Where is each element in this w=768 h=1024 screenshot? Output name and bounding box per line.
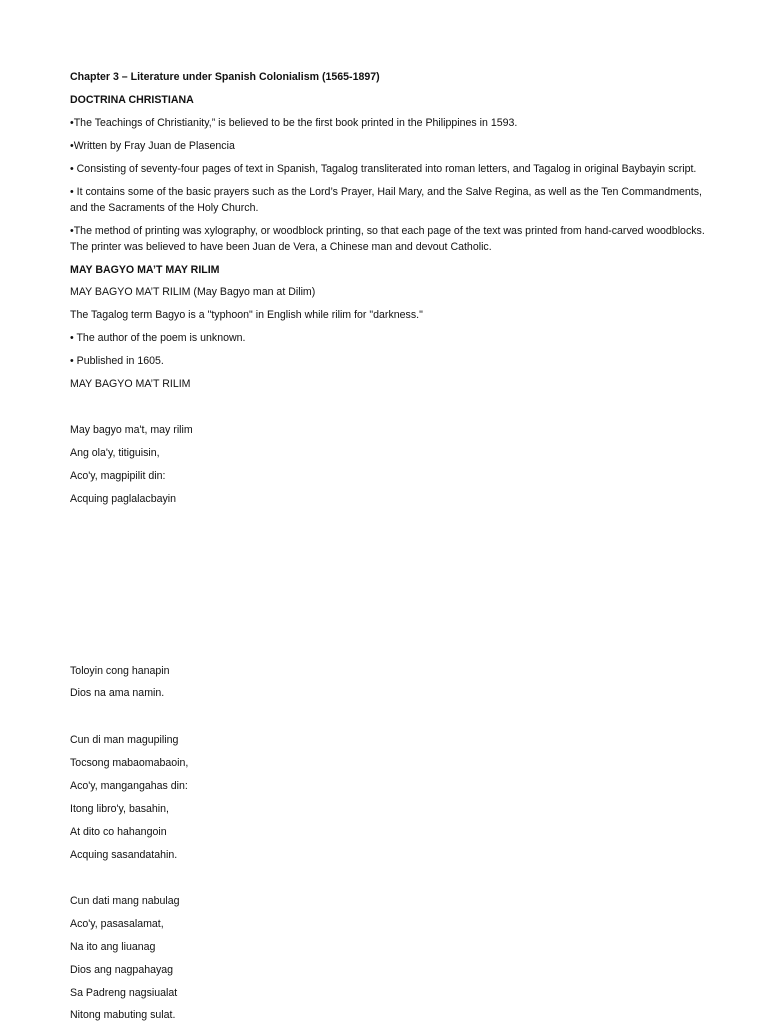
poem-line: May bagyo ma't, may rilim — [70, 424, 193, 436]
poem-line: Cun dati mang nabulag — [70, 895, 180, 907]
poem-title: MAY BAGYO MA’T RILIM — [70, 378, 191, 390]
doctrina-bullet-2: •Written by Fray Juan de Plasencia — [70, 140, 235, 152]
doctrina-bullet-3: • Consisting of seventy-four pages of text in Spanish, Tagalog transliterated into roman letters, and Tagalog in original Baybayin script. — [70, 163, 697, 175]
poem-line: Acquing paglalacbayin — [70, 493, 177, 505]
poem-line: Sa Padreng nagsiualat — [70, 987, 178, 999]
poem-line: Acquing sasandatahin. — [70, 849, 178, 861]
may-bagyo-note-3: • Published in 1605. — [70, 355, 164, 367]
poem-line: Nitong mabuting sulat. — [70, 1009, 176, 1021]
poem-line: Aco'y, magpipilit din: — [70, 470, 166, 482]
doctrina-bullet-4: • It contains some of the basic prayers such as the Lord’s Prayer, Hail Mary, and the Salve Regina, as well as the Ten Commandments, and the Sacraments of the Holy Church. — [70, 186, 702, 214]
poem-line: Itong libro'y, basahin, — [70, 803, 169, 815]
poem-line: Aco'y, mangangahas din: — [70, 780, 188, 792]
poem-line: Na ito ang liuanag — [70, 941, 156, 953]
may-bagyo-note-1: The Tagalog term Bagyo is a "typhoon" in English while rilim for "darkness." — [70, 309, 423, 321]
poem-line: Tocsong mabaomabaoin, — [70, 757, 189, 769]
poem-line: Cun di man magupiling — [70, 734, 179, 746]
chapter-title: Chapter 3 – Literature under Spanish Colonialism (1565-1897) — [70, 71, 380, 83]
doctrina-bullet-1: •The Teachings of Christianity,” is believed to be the first book printed in the Philippines in 1593. — [70, 117, 518, 129]
may-bagyo-note-2: • The author of the poem is unknown. — [70, 332, 246, 344]
poem-line: Toloyin cong hanapin — [70, 665, 170, 677]
section-heading-may-bagyo: MAY BAGYO MA’T MAY RILIM — [70, 264, 220, 276]
poem-line: Dios ang nagpahayag — [70, 964, 174, 976]
poem-line: At dito co hahangoin — [70, 826, 167, 838]
poem-line: Dios na ama namin. — [70, 687, 165, 699]
poem-line: Aco'y, pasasalamat, — [70, 918, 164, 930]
section-heading-doctrina: DOCTRINA CHRISTIANA — [70, 94, 194, 106]
may-bagyo-subtitle: MAY BAGYO MA’T RILIM (May Bagyo man at Dilim) — [70, 286, 316, 298]
doctrina-bullet-5: •The method of printing was xylography, or woodblock printing, so that each page of the text was printed from hand-carved woodblocks. The printer was believed to have been Juan de Vera, a Chinese man and devout Catholic. — [70, 225, 705, 253]
poem-line: Ang ola'y, titiguisin, — [70, 447, 160, 459]
